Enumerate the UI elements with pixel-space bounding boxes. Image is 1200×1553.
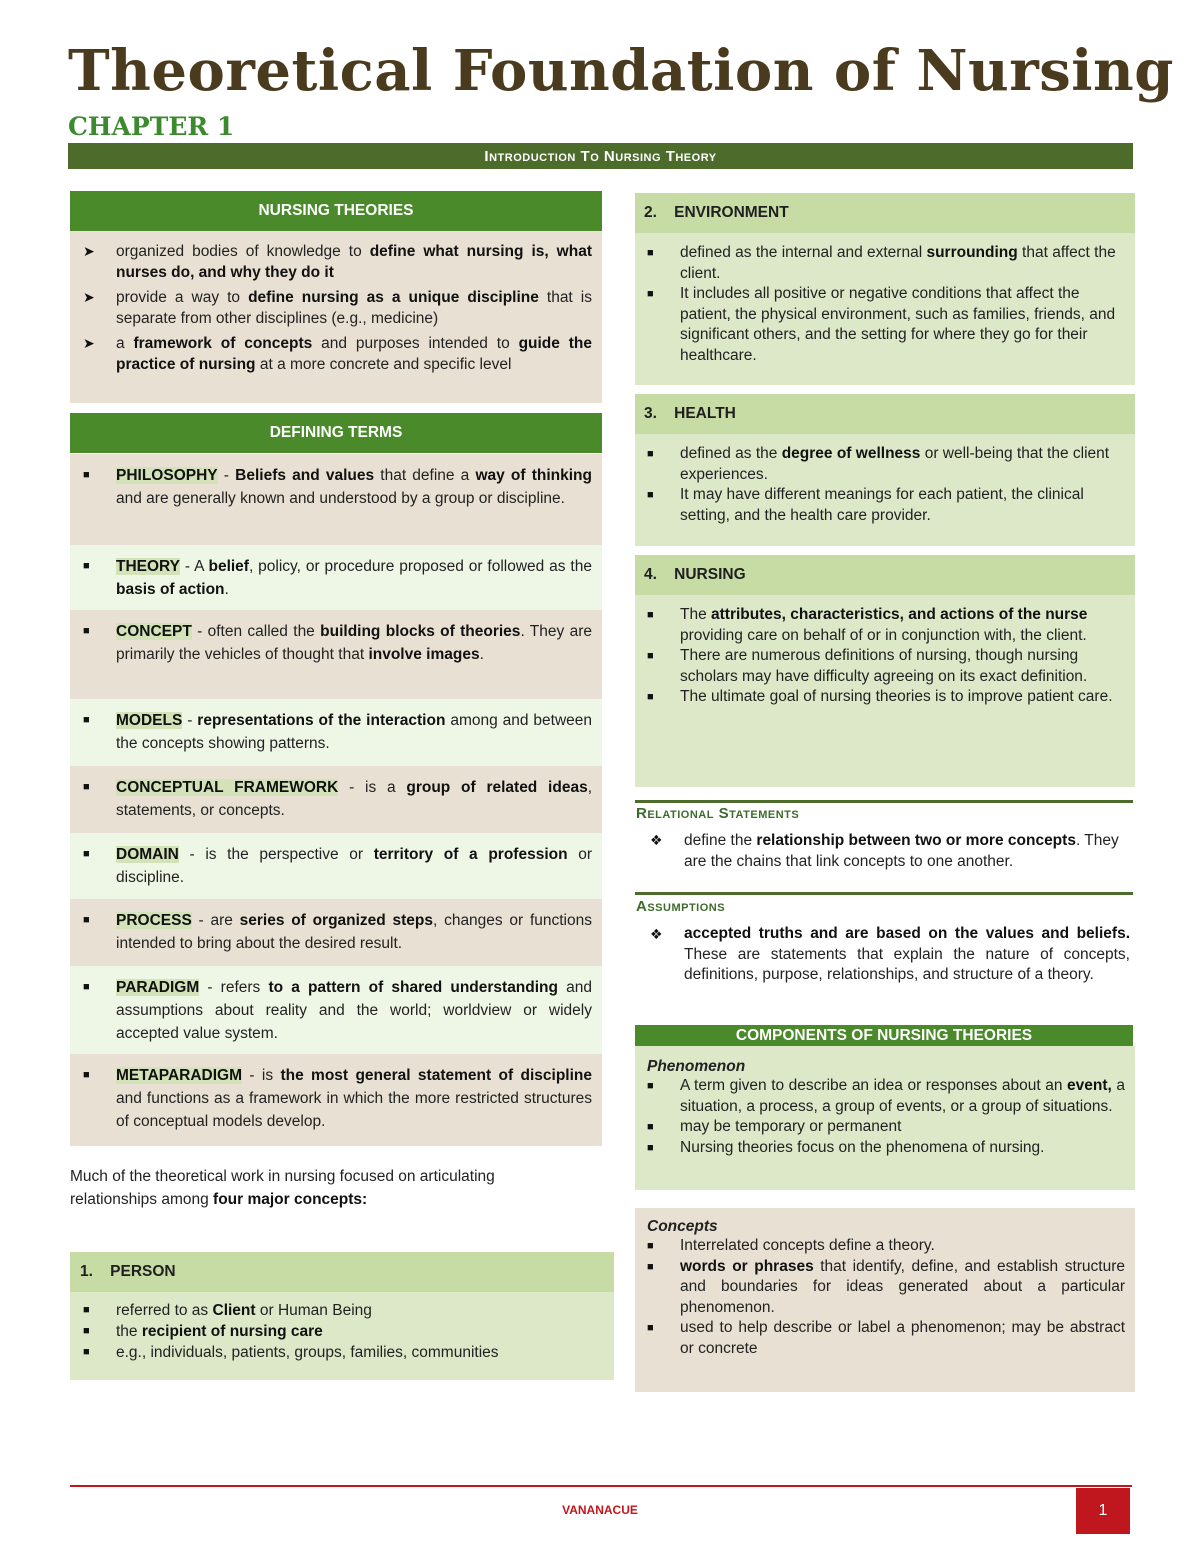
relational-text: ❖ define the relationship between two or more concepts. They are the chains that link concepts to one another.: [650, 832, 1119, 870]
bullet-icon: ■: [647, 489, 654, 501]
term-text: [83, 555, 592, 601]
term-text-part: that define a: [374, 467, 476, 484]
page-number: 1: [1076, 1488, 1130, 1534]
item-text: used to help describe or label a phenomenon; may be abstract or concrete: [680, 1319, 1125, 1357]
term-bold-part: Beliefs and values: [235, 467, 375, 484]
term-text-part: among and between the concepts showing patterns.: [116, 712, 592, 752]
term-text-part: . They are primarily the vehicles of thought that: [116, 623, 592, 663]
item-text: Nursing theories focus on the phenomena of nursing.: [680, 1138, 1045, 1156]
bullet-icon: ■: [83, 1304, 90, 1316]
document-title: Theoretical Foundation of Nursing: [68, 38, 1174, 104]
term-text-part: .: [224, 581, 229, 598]
bullet-icon: ■: [647, 448, 654, 460]
term-row: [70, 1054, 602, 1146]
environment-panel: [635, 193, 1135, 375]
term-name: MODELS: [116, 712, 183, 729]
phenomenon-panel: [635, 1046, 1135, 1190]
health-body: [635, 434, 1135, 546]
item-text: the: [116, 1323, 142, 1340]
person-header: 1. PERSON: [70, 1252, 614, 1292]
item-text: providing care on behalf of or in conjunction with, the client.: [680, 626, 1087, 644]
arrow-icon: ➤: [83, 243, 95, 259]
bullet-icon: ■: [647, 1322, 654, 1334]
person-body: [70, 1292, 614, 1380]
term-bold-part: the most general statement of discipline: [280, 1067, 592, 1084]
list-item: ➤ provide a way to define nursing as a unique discipline that is separate from other disciplines (e.g., medicine): [83, 289, 592, 327]
list-item: [647, 687, 1125, 708]
term-name: PHILOSOPHY: [116, 467, 218, 484]
item-text: A term given to describe an idea or responses about an: [680, 1077, 1067, 1094]
concepts-panel: [635, 1208, 1135, 1392]
nursing-theories-panel: [70, 191, 602, 393]
bullet-icon: ■: [83, 981, 90, 993]
item-bold: Client: [212, 1302, 256, 1319]
item-text: may be temporary or permanent: [680, 1118, 902, 1135]
bullet-icon: ■: [647, 650, 654, 662]
term-bold-part: belief: [208, 558, 249, 575]
item-text: defined as the internal and external: [680, 244, 927, 261]
intro-paragraph: Much of the theoretical work in nursing focused on articulating relationships among four major concepts:: [70, 1168, 495, 1208]
item-text: or well-being that the client experiences.: [680, 445, 1110, 483]
term-text-part: or discipline.: [116, 846, 592, 886]
nursing-header: 4. NURSING: [635, 555, 1135, 595]
list-item: ➤ organized bodies of knowledge to define what nursing is, what nurses do, and why they do it: [83, 243, 592, 281]
bullet-icon: ■: [647, 1141, 654, 1154]
assumptions-text: ❖ accepted truths and are based on the values and beliefs. These are statements that explain the nature of concepts, definitions, purpose, relationships, and structure of a theory.: [650, 925, 1130, 983]
term-text: [83, 1064, 592, 1133]
term-bold-part: series of organized steps: [239, 912, 434, 929]
term-row: [70, 766, 602, 833]
term-bold-part: involve images: [368, 646, 480, 663]
term-name: PROCESS: [116, 912, 192, 929]
relational-rule: [635, 800, 1133, 803]
item-text: referred to as: [116, 1302, 213, 1319]
bullet-icon: ■: [83, 625, 90, 637]
list-item: [647, 1318, 1125, 1359]
arrow-icon: ➤: [83, 289, 95, 305]
term-text-part: and assumptions about reality and the world; worldview or widely accepted value system.: [116, 979, 592, 1042]
item-text: It may have different meanings for each patient, the clinical setting, and the health care provider.: [680, 486, 1084, 524]
list-item: [647, 1236, 1125, 1257]
term-row: [70, 454, 602, 545]
defining-terms-panel: [70, 413, 602, 453]
phenomenon-title: Phenomenon: [647, 1058, 746, 1075]
term-row: [70, 699, 602, 766]
term-text-part: - is the perspective or: [178, 846, 374, 863]
term-text-part: , changes or functions intended to bring about the desired result.: [116, 912, 592, 952]
item-text: The: [680, 606, 712, 623]
bullet-icon: ■: [647, 1080, 654, 1092]
bullet-icon: ■: [647, 691, 654, 703]
item-bold: degree of wellness: [781, 445, 921, 462]
item-text: Interrelated concepts define a theory.: [680, 1237, 935, 1254]
term-text: [83, 843, 592, 889]
footer-author: VANANACUE: [562, 1503, 638, 1517]
list-item: [83, 1300, 604, 1321]
item-text: The ultimate goal of nursing theories is to improve patient care.: [680, 688, 1113, 705]
term-text-part: , statements, or concepts.: [116, 779, 592, 819]
term-text-part: - A: [180, 558, 209, 575]
term-bold-part: territory of a profession: [373, 846, 568, 863]
bullet-icon: ■: [647, 1240, 654, 1252]
list-item: [647, 243, 1125, 284]
term-text-part: and are generally known and understood by a group or discipline.: [116, 490, 565, 507]
section-bar: Introduction To Nursing Theory: [68, 143, 1133, 169]
list-item: [647, 284, 1125, 366]
environment-body: [635, 233, 1135, 385]
bullet-icon: ■: [83, 848, 90, 860]
term-text-part: , policy, or procedure proposed or followed as the: [248, 558, 592, 575]
term-text: [83, 709, 592, 755]
bullet-icon: ■: [647, 1260, 654, 1273]
item-text: a situation, a process, a group of events, or a group of situations.: [680, 1077, 1125, 1115]
bullet-icon: ■: [83, 469, 90, 481]
term-text-part: -: [182, 712, 198, 729]
term-name: CONCEPT: [116, 623, 192, 640]
chapter-label: CHAPTER 1: [68, 112, 235, 141]
list-item: [647, 485, 1125, 526]
term-bold-part: group of related ideas: [406, 779, 588, 796]
term-text-part: - are: [191, 912, 240, 929]
item-bold: surrounding: [926, 244, 1018, 261]
bullet-icon: ■: [83, 914, 90, 926]
item-bold: recipient of nursing care: [141, 1323, 323, 1340]
bullet-icon: ■: [83, 714, 90, 726]
term-text: [83, 464, 592, 510]
term-name: THEORY: [116, 558, 181, 575]
list-item: [83, 1321, 604, 1342]
list-item: [647, 1076, 1125, 1117]
item-text: or Human Being: [255, 1302, 372, 1319]
diamond-icon: ❖: [650, 832, 663, 848]
term-text: [83, 776, 592, 822]
term-text-part: - is a: [338, 779, 407, 796]
term-text-part: .: [479, 646, 484, 663]
term-row: [70, 966, 602, 1054]
list-item: ➤ a framework of concepts and purposes intended to guide the practice of nursing at a more concrete and specific level: [83, 335, 592, 373]
term-text-part: and functions as a framework in which the more restricted structures of conceptual models develop.: [116, 1090, 592, 1130]
person-panel: [70, 1252, 614, 1372]
term-text-part: - refers: [199, 979, 269, 996]
item-text: e.g., individuals, patients, groups, families, communities: [116, 1344, 499, 1361]
diamond-icon: ❖: [650, 926, 663, 942]
environment-header: 2. ENVIRONMENT: [635, 193, 1135, 233]
arrow-icon: ➤: [83, 335, 95, 351]
bullet-icon: ■: [83, 1346, 90, 1358]
item-text: There are numerous definitions of nursing, though nursing scholars may have difficulty agreeing on its exact definition.: [680, 647, 1088, 685]
list-item: [647, 1257, 1125, 1319]
term-row: [70, 545, 602, 610]
term-bold-part: building blocks of theories: [320, 623, 521, 640]
term-name: DOMAIN: [116, 846, 179, 863]
list-item: [647, 605, 1125, 646]
term-bold-part: basis of action: [116, 581, 225, 598]
bullet-icon: ■: [83, 1325, 90, 1337]
term-name: PARADIGM: [116, 979, 200, 996]
term-text-part: - is: [242, 1067, 281, 1084]
list-item: [647, 1117, 1125, 1138]
item-text: It includes all positive or negative conditions that affect the patient, the physical environment, such as families, friends, and significant others, and the setting for where they go for their healthcare.: [680, 285, 1116, 364]
assumptions-header: Assumptions: [636, 898, 726, 915]
bullet-icon: ■: [647, 247, 654, 259]
components-header: COMPONENTS OF NURSING THEORIES: [635, 1025, 1133, 1046]
term-bold-part: representations of the interaction: [197, 712, 446, 729]
nursing-theories-header: NURSING THEORIES: [70, 191, 602, 231]
item-bold: attributes, characteristics, and actions of the nurse: [711, 606, 1088, 623]
item-bold: words or phrases: [680, 1257, 814, 1275]
item-text: that identify, define, and establish structure and boundaries for ideas generated about a particular phenomenon.: [680, 1257, 1125, 1316]
relational-header: Relational Statements: [636, 805, 800, 822]
concepts-title: Concepts: [647, 1218, 718, 1235]
bullet-icon: ■: [647, 288, 654, 300]
term-row: [70, 610, 602, 699]
term-name: METAPARADIGM: [116, 1067, 242, 1084]
item-text: defined as the: [680, 445, 782, 462]
list-item: [647, 1138, 1125, 1159]
health-panel: [635, 394, 1135, 536]
nursing-panel: [635, 555, 1135, 777]
list-item: [647, 646, 1125, 687]
bullet-icon: ■: [647, 609, 654, 621]
footer-rule: [70, 1485, 1132, 1487]
bullet-icon: ■: [83, 781, 90, 793]
item-text: that affect the client.: [680, 244, 1116, 282]
term-text: [83, 620, 592, 666]
nursing-theories-body: [70, 231, 602, 403]
bullet-icon: ■: [647, 1121, 654, 1133]
bullet-icon: ■: [83, 1069, 90, 1081]
term-row: [70, 899, 602, 966]
term-bold-part: to a pattern of shared understanding: [268, 979, 558, 996]
nursing-body: [635, 595, 1135, 787]
term-text: [83, 976, 592, 1045]
assumptions-rule: [635, 892, 1133, 895]
item-bold: event,: [1067, 1077, 1112, 1094]
bullet-icon: ■: [83, 560, 90, 572]
term-bold-part: way of thinking: [475, 467, 592, 484]
list-item: [83, 1342, 604, 1363]
term-row: [70, 833, 602, 899]
list-item: [647, 444, 1125, 485]
term-text-part: -: [217, 467, 236, 484]
term-text: [83, 909, 592, 955]
defining-terms-header: DEFINING TERMS: [70, 413, 602, 453]
term-text-part: - often called the: [191, 623, 321, 640]
health-header: 3. HEALTH: [635, 394, 1135, 434]
term-name: CONCEPTUAL FRAMEWORK: [116, 779, 339, 796]
